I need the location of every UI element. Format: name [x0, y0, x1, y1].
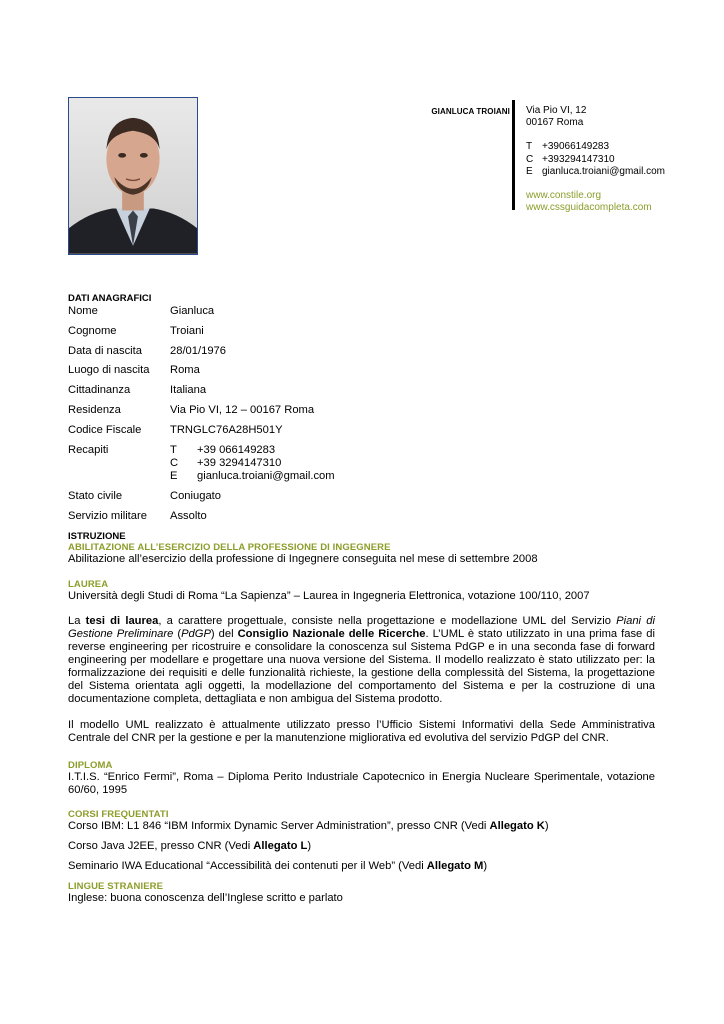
- portrait-image: [69, 98, 197, 254]
- table-row: Data di nascita 28/01/1976: [68, 344, 226, 357]
- paragraph-tesi: La tesi di laurea, a carattere progettuale, consiste nella progettazione e modellazione UML del Servizio Piani di Gestione Preliminare (PdGP) del Consiglio Nazionale delle Ricerche. L’UML è stato utilizzato in una prima fase di reverse engineering per ricostruire e consolidare la conoscenza sul Sistema PdGP e in una seconda fase di forward engineering per modellare e progettare una nuova versione del Sistema. Il modello realizzato è stato utilizzato per: la formalizzazione dei requisiti e delle funzionalità richieste, la gestione della complessità del Sistema, la progettazione del Sistema orientata agli oggetti, la modellazione del comportamento del Sistema e per la costruzione di una documentazione completa, dettagliata e non ambigua del Sistema prodotto.: [68, 615, 655, 706]
- text-diploma: I.T.I.S. “Enrico Fermi”, Roma – Diploma Perito Industriale Capotecnico in Energia Nucleare Sperimentale, votazione 60/60, 1995: [68, 771, 655, 797]
- text-abilitazione: Abilitazione all’esercizio della professione di Ingegnere conseguita nel mese di settembre 2008: [68, 553, 538, 566]
- heading-laurea: LAUREA: [68, 579, 109, 591]
- table-row-recapiti: Recapiti T +39 066149283 C +39 3294147310 E gianluca.troiani@gmail.com: [68, 443, 335, 482]
- table-row: Cognome Troiani: [68, 324, 204, 337]
- corso-item: Seminario IWA Educational “Accessibilità dei contenuti per il Web” (Vedi Allegato M): [68, 860, 488, 873]
- text-lingue: Inglese: buona conoscenza dell’Inglese scritto e parlato: [68, 892, 343, 905]
- profile-photo: [68, 97, 198, 255]
- heading-lingue: LINGUE STRANIERE: [68, 881, 164, 893]
- contact-phone: T +39066149283: [526, 141, 610, 153]
- website-link-1[interactable]: www.constile.org: [526, 190, 602, 202]
- recapito-email: E gianluca.troiani@gmail.com: [170, 469, 335, 482]
- table-row: Stato civile Coniugato: [68, 489, 222, 502]
- recapito-phone: T +39 066149283: [170, 443, 276, 456]
- heading-diploma: DIPLOMA: [68, 760, 113, 772]
- text-laurea: Università degli Studi di Roma “La Sapienza” – Laurea in Ingegneria Elettronica, votazione 100/110, 2007: [68, 590, 590, 603]
- recapito-mobile: C +39 3294147310: [170, 456, 282, 469]
- corso-item: Corso IBM: L1 846 “IBM Informix Dynamic Server Administration”, presso CNR (Vedi Allegato K): [68, 820, 549, 833]
- table-row: Nome Gianluca: [68, 305, 215, 317]
- contact-email: E gianluca.troiani@gmail.com: [526, 165, 665, 177]
- header-name: GIANLUCA TROIANI: [431, 107, 510, 116]
- contact-mobile: C +393294147310: [526, 153, 615, 165]
- cv-body: [68, 293, 655, 905]
- table-row: Cittadinanza Italiana: [68, 384, 207, 397]
- contact-block: [526, 105, 665, 214]
- section-title-anagrafica: DATI ANAGRAFICI: [68, 293, 152, 304]
- heading-corsi: CORSI FREQUENTATI: [68, 809, 169, 821]
- paragraph-uml: Il modello UML realizzato è attualmente utilizzato presso l’Ufficio Sistemi Informativi della Sede Amministrativa Centrale del CNR per la gestione e per la manutenzione migliorativa ed evolutiva del servizio PdGP del CNR.: [68, 719, 655, 745]
- anagrafica-table: [68, 305, 335, 529]
- section-title-istruzione: ISTRUZIONE: [68, 531, 126, 543]
- heading-abilitazione: ABILITAZIONE ALL’ESERCIZIO DELLA PROFESSIONE DI INGEGNERE: [68, 542, 391, 554]
- table-row: Servizio militare Assolto: [68, 509, 207, 522]
- table-row: Luogo di nascita Roma: [68, 364, 200, 377]
- address-line-2: 00167 Roma: [526, 117, 584, 129]
- header-divider: [512, 100, 515, 210]
- corso-item: Corso Java J2EE, presso CNR (Vedi Allegato L): [68, 840, 312, 853]
- address-line-1: Via Pio VI, 12: [526, 105, 587, 116]
- website-link-2[interactable]: www.cssguidacompleta.com: [526, 202, 652, 214]
- table-row: Residenza Via Pio VI, 12 – 00167 Roma: [68, 403, 315, 416]
- table-row: Codice Fiscale TRNGLC76A28H501Y: [68, 423, 283, 436]
